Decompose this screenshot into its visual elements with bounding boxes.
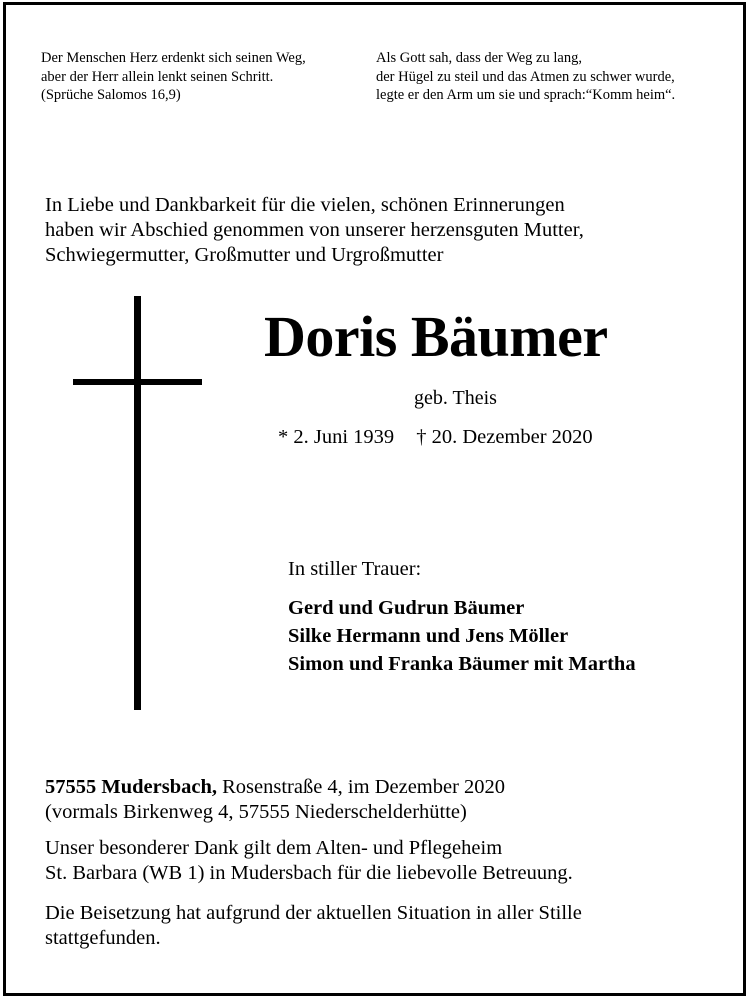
burial-line: Die Beisetzung hat aufgrund der aktuellen Situation in aller Stille <box>45 902 582 924</box>
intro-line: Schwiegermutter, Großmutter und Urgroßmutter <box>45 244 444 266</box>
birth-date: * 2. Juni 1939 <box>278 426 395 448</box>
address-line <box>45 775 505 800</box>
intro-text <box>45 193 584 268</box>
verse-line: Als Gott sah, dass der Weg zu lang, <box>376 50 582 66</box>
thanks-line: St. Barbara (WB 1) in Mudersbach für die liebevolle Betreuung. <box>45 862 573 884</box>
deceased-name: Doris Bäumer <box>264 304 608 369</box>
burial-text <box>45 901 582 951</box>
verse-line: legte er den Arm um sie und sprach:“Komm heim“. <box>376 87 676 103</box>
mourning-label: In stiller Trauer: <box>288 558 422 580</box>
cross-icon <box>73 296 202 710</box>
verse-line: aber der Herr allein lenkt seinen Schritt. <box>41 68 274 85</box>
intro-line: In Liebe und Dankbarkeit für die vielen, schönen Erinnerungen <box>45 194 565 216</box>
cross-horizontal-bar <box>73 379 202 385</box>
verse-citation: (Sprüche Salomos 16,9) <box>41 87 181 103</box>
address-street-date: Rosenstraße 4, im Dezember 2020 <box>216 776 506 798</box>
mourner-name: Simon und Franka Bäumer mit Martha <box>288 653 636 675</box>
thanks-text <box>45 836 573 886</box>
burial-line: stattgefunden. <box>45 927 161 949</box>
cross-vertical-bar <box>134 296 141 710</box>
address-place: 57555 Mudersbach, <box>45 776 217 798</box>
life-dates <box>278 425 593 450</box>
mourner-name: Gerd und Gudrun Bäumer <box>288 597 525 619</box>
bible-verse <box>41 49 306 105</box>
mourners-list <box>288 594 636 678</box>
verse-line: der Hügel zu steil und das Atmen zu schwer wurde, <box>376 68 675 85</box>
former-address: (vormals Birkenweg 4, 57555 Niederschelderhütte) <box>45 801 467 823</box>
address-block <box>45 775 505 825</box>
death-date: † 20. Dezember 2020 <box>416 426 593 448</box>
maiden-name: geb. Theis <box>414 387 497 409</box>
mourner-name: Silke Hermann und Jens Möller <box>288 625 569 647</box>
obituary-notice <box>3 2 746 996</box>
poem-verse <box>376 49 675 105</box>
intro-line: haben wir Abschied genommen von unserer herzensguten Mutter, <box>45 219 584 241</box>
verse-line: Der Menschen Herz erdenkt sich seinen Weg, <box>41 50 306 66</box>
thanks-line: Unser besonderer Dank gilt dem Alten- und Pflegeheim <box>45 837 503 859</box>
